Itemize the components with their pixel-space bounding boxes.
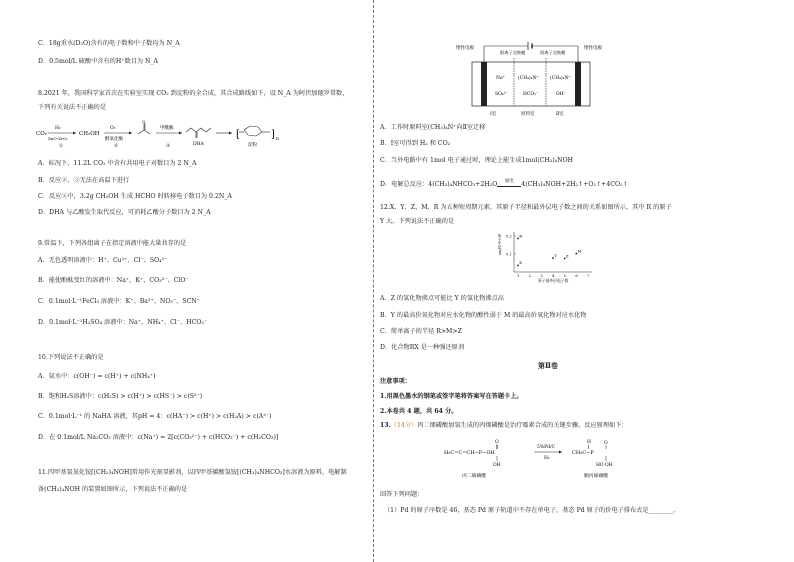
- scheme-step2: ②: [114, 144, 119, 149]
- q9-option-b: B．能使酚酞变红的溶液中：Na⁺、K⁺、CO₃²⁻、ClO⁻: [38, 277, 189, 284]
- q10-option-d: D．在 0.1mol/L Na₂CO₃ 溶液中：c(Na⁺) = 2[c(CO₃²⁻) + c(HCO₃⁻) + c(H₂CO₃)]: [38, 434, 279, 441]
- product-hooh: HO OH: [596, 463, 613, 468]
- q10-option-c: C．0.1mol·L⁻¹ 的 NaHA 溶液，其pH = 4：c(HA⁻) > c(H⁺) > c(H₂A) > c(A²⁻): [38, 413, 272, 420]
- electrolysis-cell-diagram: [454, 38, 624, 120]
- answer-prompt: 回答下列问题：: [380, 491, 424, 498]
- chart-x-tick-label: 3: [540, 274, 543, 278]
- q13-stem-line: [380, 422, 628, 430]
- starch-synthesis-scheme: [36, 118, 336, 150]
- chart-x-tick-label: 6: [575, 274, 578, 278]
- chart-y-tick-label: 0.1: [506, 252, 512, 257]
- reagent-h2: H₂: [544, 456, 550, 461]
- q11-option-d-arrow: [497, 180, 521, 187]
- chart-point-label-y: Y: [554, 252, 557, 258]
- q13-number: 13.: [380, 422, 391, 429]
- q11-option-c: C．当外电路中有 1mol 电子通过时，理论上能生成1mol(CH₃)₄NOH: [380, 157, 574, 164]
- left-electrode-label: 惰性电极: [456, 46, 474, 51]
- q12-option-d: D．化合物RX 是一种强还原剂: [380, 344, 465, 351]
- chart-x-tick-label: 2: [528, 274, 531, 278]
- product-o: O: [604, 441, 608, 446]
- atomic-radius-chart: [500, 228, 600, 284]
- membrane1-label: 阳离子交换膜: [500, 50, 526, 55]
- chart-point-label-m: M: [577, 248, 582, 254]
- right-electrode-label: 惰性电极: [584, 46, 602, 51]
- part2-title: 第Ⅱ卷: [538, 361, 558, 370]
- scheme-starch: 淀粉: [248, 143, 257, 148]
- q9-option-a: A．无色透明溶液中：H⁺、Cu²⁺、Cl⁻、SO₄²⁻: [38, 257, 168, 264]
- q13-stem: 丙二烯磷酸加氢生成的丙烯磷酸是治疗霉素合成的关键步骤，反应原理如下：: [417, 422, 628, 429]
- q10-option-b: B．饱和H₂S溶液中：c(H₂S) > c(H⁺) > c(HS⁻) > c(S²⁻): [38, 393, 203, 400]
- scheme-dha: DHA: [193, 142, 204, 147]
- q9-option-d: D．0.1mol·L⁻¹H₂SO₄ 溶液中：Na⁺、NH₄⁺、Cl⁻、HCO₃⁻: [38, 319, 208, 326]
- scheme-ch3oh: CH₃OH: [79, 131, 100, 137]
- chart-point-label-z: Z: [565, 253, 569, 259]
- q8-option-b: B．反应②、③无法在高温下进行: [38, 177, 130, 184]
- q11-stem-line1: 11.四甲基氢氧化铵[(CH₃)₄NOH]常用作光刻显影剂，以四甲基碳酸氢铵[(CH₃)₄NHCO₃]水溶液为原料，电解制: [38, 469, 347, 476]
- q12-stem-line2: Y 大。下列说法不正确的是: [380, 218, 455, 225]
- left-column: [0, 0, 374, 562]
- q8-stem-line2: 下列有关说法不正确的是: [38, 104, 107, 111]
- right-column: [376, 0, 794, 562]
- q9-stem: 9.常温下，下列各组离子在指定溶液中能大量共存的是: [38, 240, 187, 247]
- room2-label: Ⅱ室: [556, 112, 564, 117]
- q12-option-a: A．Z 的氢化物沸点可能比 Y 的氢化物沸点高: [380, 295, 504, 302]
- chart-x-tick-label: 4: [552, 274, 555, 278]
- room1-ion-so4: SO₄²⁻: [495, 92, 508, 97]
- q11-option-d-products: 4(CH₃)₄NOH+2H₂↑+O₂↑+4CO₂↑: [521, 181, 628, 188]
- feed-ion-cation: (CH₃)₄N⁺: [518, 76, 539, 81]
- q9-option-c: C．0.1mol·L⁻¹FeCl₃ 溶液中：K⁺、Ba²⁺、NO₃⁻、SCN⁻: [38, 298, 201, 305]
- membrane2-label: 阴离子交换膜: [540, 50, 566, 55]
- room2-ion-cation: (CH₃)₄N⁺: [550, 76, 571, 81]
- q11-option-d-condition: 通电: [504, 179, 514, 184]
- chart-x-tick-label: 7: [587, 274, 590, 278]
- scheme-catalyst: ZnO-ZrO₂: [48, 136, 68, 141]
- scheme-enzyme2: 甲酰酶: [160, 126, 174, 131]
- product-h: H: [587, 440, 591, 445]
- q11-option-b: B．Ⅰ室可得到 H₂ 和 CO₂: [380, 140, 451, 147]
- q13-part1: （1）Pd 的原子序数是 46，基态 Pd 原子轨道中不存在单电子，基态 Pd 原子的价电子排布式是________。: [384, 507, 680, 514]
- room1-label: Ⅰ室: [490, 112, 497, 117]
- reagent-pdc: 5%Pd/C: [537, 445, 556, 450]
- reactant-oh: OH: [493, 463, 501, 468]
- chart-x-tick-label: 1: [517, 274, 520, 278]
- q12-option-b: B．Y 的最高价氧化物对应水化物的酸性弱于 M 的最高价氧化物对应水化物: [380, 312, 587, 319]
- room1-ion-na: Na⁺: [496, 76, 505, 81]
- scheme-co2: CO₂: [36, 131, 47, 137]
- q8-option-d: D．DHA 与乙酸发生取代反应，可消耗乙酸分子数目为 2 N_A: [38, 209, 211, 216]
- q12-stem-line1: 12.X、Y、Z、M、R 为五种短周期元素，其原子半径和最外层电子数之间的关系如图所示，其中 R 的原子: [380, 204, 672, 211]
- q8-stem-line1: 8.2021 年，我国科学家首次在实验室实现 CO₂ 到淀粉的全合成，其合成路线如下，设 N_A 为阿伏加德罗常数，: [38, 90, 349, 97]
- q7-option-c: C．18g重水(D₂O)含有的电子数和中子数均为 N_A: [38, 40, 180, 47]
- scheme-step3: ③: [166, 144, 171, 149]
- reactant-o: O: [495, 440, 499, 445]
- scheme-enzyme1: 醇氧化酶: [105, 137, 123, 142]
- scheme-step1: ①: [59, 144, 64, 149]
- reactant-name: 丙二烯磷酸: [462, 474, 486, 479]
- q11-option-d-reactants: D．电解总反应：4(CH₃)₄NHCO₃+2H₂O: [380, 181, 498, 188]
- scheme-h2: H₂: [55, 126, 61, 131]
- product-name: 顺丙烯磷酸: [584, 474, 608, 479]
- reactant-formula: H₂C=C=CH−P−OH: [444, 450, 495, 456]
- q11-option-d: [380, 180, 628, 189]
- q13-score: （14分）: [390, 422, 418, 429]
- q11-stem-line2: 备(CH₃)₄NOH 的装置如图所示，下列说法不正确的是: [38, 486, 188, 493]
- q8-option-a: A．标况下，11.2L CO₂ 中含有共用电子对数目为 2 N_A: [38, 160, 197, 167]
- q10-option-a: A．氨水中：c(OH⁻) = c(H⁺) + c(NH₄⁺): [38, 373, 156, 380]
- chart-xlabel: 原子最外层电子数: [538, 278, 569, 283]
- chart-point-label-x: X: [519, 260, 522, 266]
- chart-ylabel: 原子半径/nm: [498, 234, 502, 256]
- svg-text:[: [: [236, 129, 240, 140]
- chart-y-tick-label: 0.2: [506, 234, 512, 239]
- scheme-n: n: [276, 137, 279, 142]
- feed-ion-hco3: HCO₃⁻: [523, 92, 539, 97]
- feed-room-label: 原料室: [521, 112, 535, 117]
- q7-option-d: D．0.5mol/L 硫酸中含有的H⁺数目为 N_A: [38, 58, 159, 65]
- notes-title: 注意事项：: [380, 378, 411, 385]
- chart-point-label-r: R: [519, 233, 523, 239]
- q13-reaction-scheme: [444, 436, 664, 486]
- q12-option-c: C．简单离子的半径 R>M>Z: [380, 328, 462, 335]
- q8-option-c: C．反应②中，3.2g CH₃OH 生成 HCHO 时转移电子数目为 0.2N_A: [38, 193, 232, 200]
- q10-stem: 10.下列说法不正确的是: [38, 354, 104, 361]
- scheme-o2: O₂: [110, 126, 116, 131]
- product-formula: CH₃C−P: [572, 450, 594, 456]
- q11-option-a: A．工作时原料室(CH₃)₄N⁺向Ⅱ室迁移: [380, 124, 486, 131]
- chart-x-tick-label: 5: [563, 274, 566, 278]
- svg-text:O: O: [142, 119, 146, 124]
- note-2: 2.本卷共 4 题，共 64 分。: [380, 408, 458, 415]
- svg-text:]: ]: [271, 129, 275, 140]
- room2-ion-oh: OH⁻: [556, 92, 566, 97]
- note-1: 1.用黑色墨水的钢笔或签字笔将答案写在答题卡上。: [380, 393, 523, 400]
